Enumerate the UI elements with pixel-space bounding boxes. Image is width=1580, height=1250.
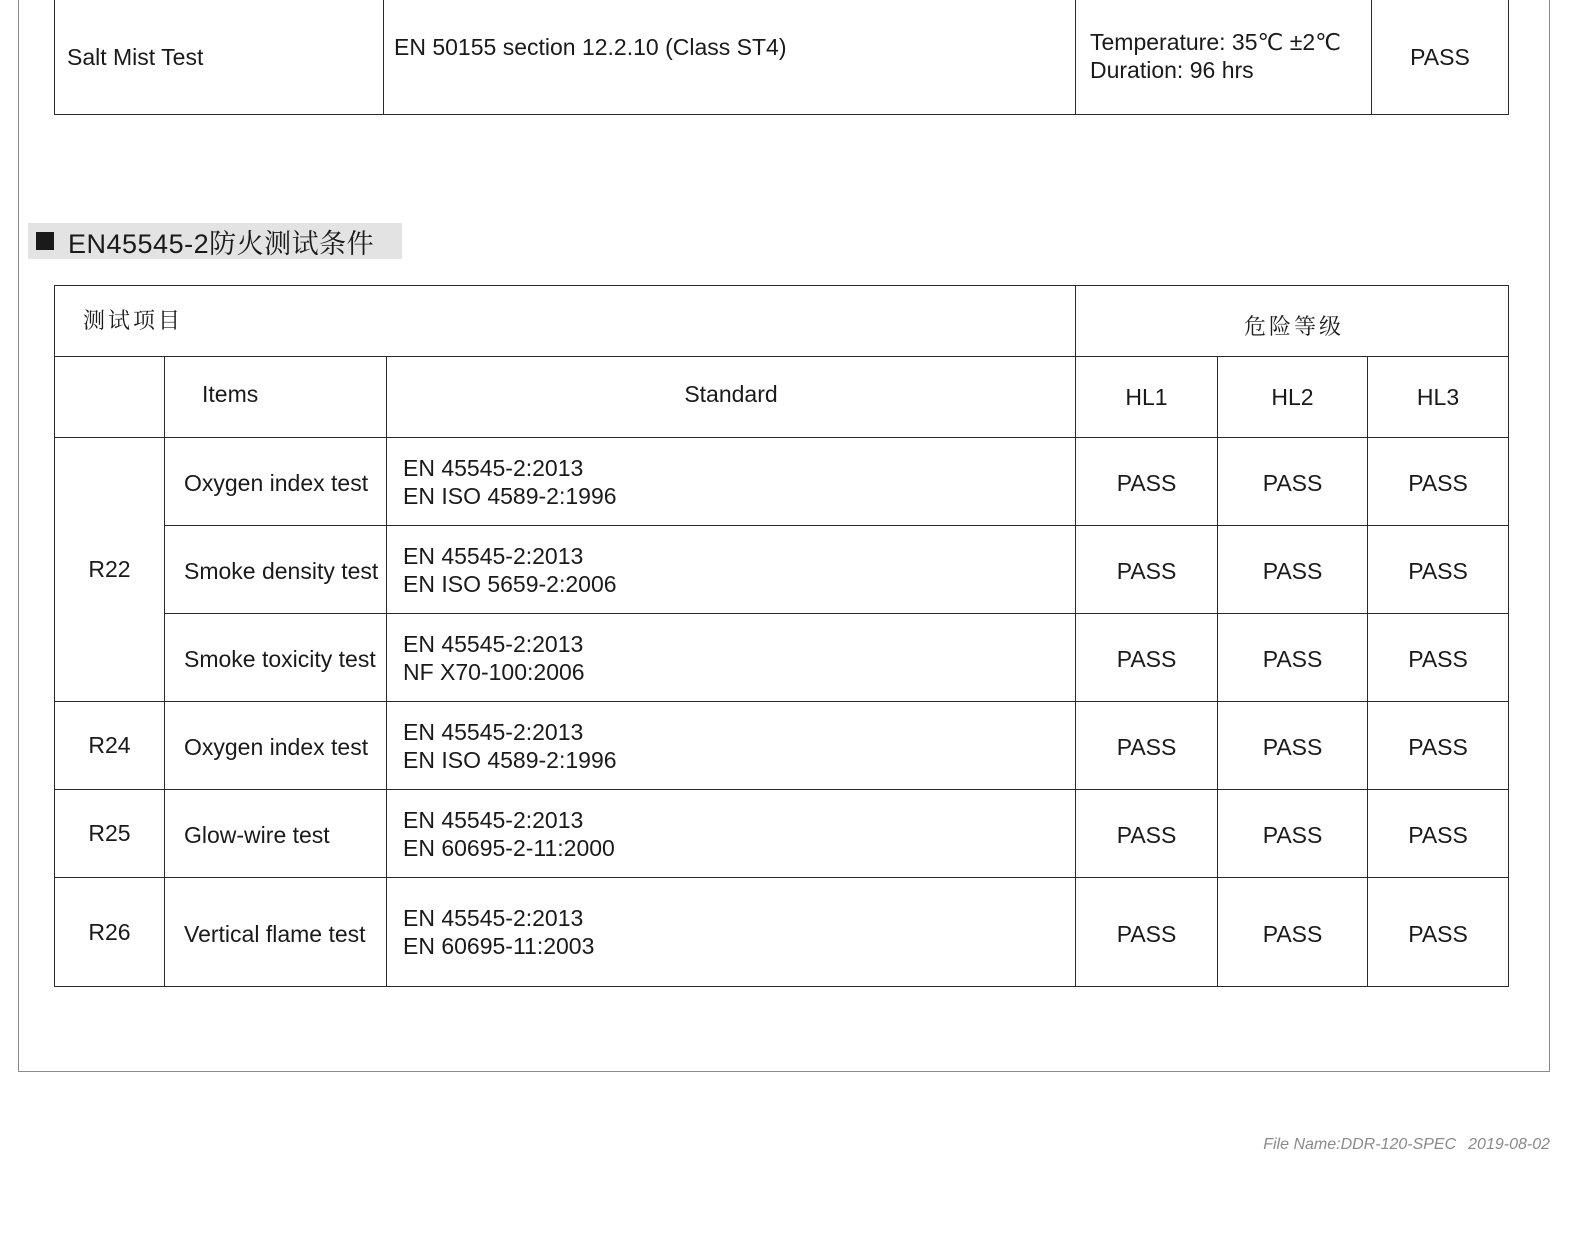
standard-line-1: EN 45545-2:2013 <box>403 454 584 481</box>
header-hl2: HL2 <box>1218 357 1368 438</box>
requirement-code: R26 <box>55 878 165 987</box>
test-item: Smoke density test <box>165 526 387 614</box>
table-row <box>55 614 1509 702</box>
header-requirement <box>55 357 165 438</box>
header-test-items: 测试项目 <box>55 286 1076 357</box>
test-standard <box>387 438 1076 526</box>
hl2-result: PASS <box>1218 526 1368 614</box>
test-item: Vertical flame test <box>165 878 387 987</box>
hl1-result: PASS <box>1076 438 1218 526</box>
standard-line-2: NF X70-100:2006 <box>403 658 585 685</box>
standard-line-2: EN ISO 4589-2:1996 <box>403 482 617 509</box>
table-row <box>55 0 1509 115</box>
table-row <box>55 878 1509 987</box>
header-hl3: HL3 <box>1368 357 1509 438</box>
requirement-code: R24 <box>55 702 165 790</box>
header-standard: Standard <box>387 357 1076 438</box>
section-heading <box>28 223 402 259</box>
test-standard <box>387 878 1076 987</box>
standard-line-1: EN 45545-2:2013 <box>403 718 584 745</box>
footer-date: 2019-08-02 <box>1468 1136 1550 1153</box>
standard-line-1: EN 45545-2:2013 <box>403 630 584 657</box>
table-row <box>55 438 1509 526</box>
test-standard <box>387 702 1076 790</box>
salt-mist-table <box>54 0 1509 115</box>
salt-mist-duration: Duration: 96 hrs <box>1090 56 1254 83</box>
test-item: Glow-wire test <box>165 790 387 878</box>
hl2-result: PASS <box>1218 614 1368 702</box>
square-bullet-icon <box>36 232 54 250</box>
fire-test-table <box>54 285 1509 987</box>
hl1-result: PASS <box>1076 790 1218 878</box>
hl1-result: PASS <box>1076 878 1218 987</box>
standard-line-2: EN 60695-11:2003 <box>403 933 595 959</box>
table-row <box>55 790 1509 878</box>
table-header-row <box>55 286 1509 357</box>
test-standard <box>387 614 1076 702</box>
salt-mist-test-name: Salt Mist Test <box>55 0 384 115</box>
standard-line-1: EN 45545-2:2013 <box>403 542 584 569</box>
standard-line-2: EN 60695-2-11:2000 <box>403 834 615 861</box>
standard-line-2: EN ISO 5659-2:2006 <box>403 570 617 597</box>
salt-mist-temperature: Temperature: 35℃ ±2℃ <box>1090 28 1341 55</box>
test-standard <box>387 526 1076 614</box>
hl3-result: PASS <box>1368 878 1509 987</box>
test-item: Oxygen index test <box>165 702 387 790</box>
table-row <box>55 702 1509 790</box>
salt-mist-condition <box>1076 0 1372 115</box>
standard-line-1: EN 45545-2:2013 <box>403 905 584 931</box>
page-footer <box>1263 1136 1550 1154</box>
requirement-code: R22 <box>55 438 165 702</box>
table-row <box>55 526 1509 614</box>
standard-line-2: EN ISO 4589-2:1996 <box>403 746 617 773</box>
salt-mist-standard: EN 50155 section 12.2.10 (Class ST4) <box>384 0 1076 115</box>
hl3-result: PASS <box>1368 614 1509 702</box>
hl3-result: PASS <box>1368 438 1509 526</box>
hl2-result: PASS <box>1218 702 1368 790</box>
hl2-result: PASS <box>1218 438 1368 526</box>
header-hl1: HL1 <box>1076 357 1218 438</box>
footer-file-name: File Name:DDR-120-SPEC <box>1263 1136 1457 1153</box>
hl2-result: PASS <box>1218 878 1368 987</box>
header-items: Items <box>165 357 387 438</box>
test-item: Smoke toxicity test <box>165 614 387 702</box>
section-title: EN45545-2防火测试条件 <box>68 228 375 259</box>
test-standard <box>387 790 1076 878</box>
requirement-code: R25 <box>55 790 165 878</box>
header-hazard-level: 危险等级 <box>1076 286 1509 357</box>
hl2-result: PASS <box>1218 790 1368 878</box>
hl3-result: PASS <box>1368 526 1509 614</box>
hl3-result: PASS <box>1368 790 1509 878</box>
test-item: Oxygen index test <box>165 438 387 526</box>
standard-line-1: EN 45545-2:2013 <box>403 806 584 833</box>
table-column-header-row <box>55 357 1509 438</box>
salt-mist-result: PASS <box>1372 0 1509 115</box>
hl1-result: PASS <box>1076 614 1218 702</box>
hl1-result: PASS <box>1076 702 1218 790</box>
hl1-result: PASS <box>1076 526 1218 614</box>
hl3-result: PASS <box>1368 702 1509 790</box>
